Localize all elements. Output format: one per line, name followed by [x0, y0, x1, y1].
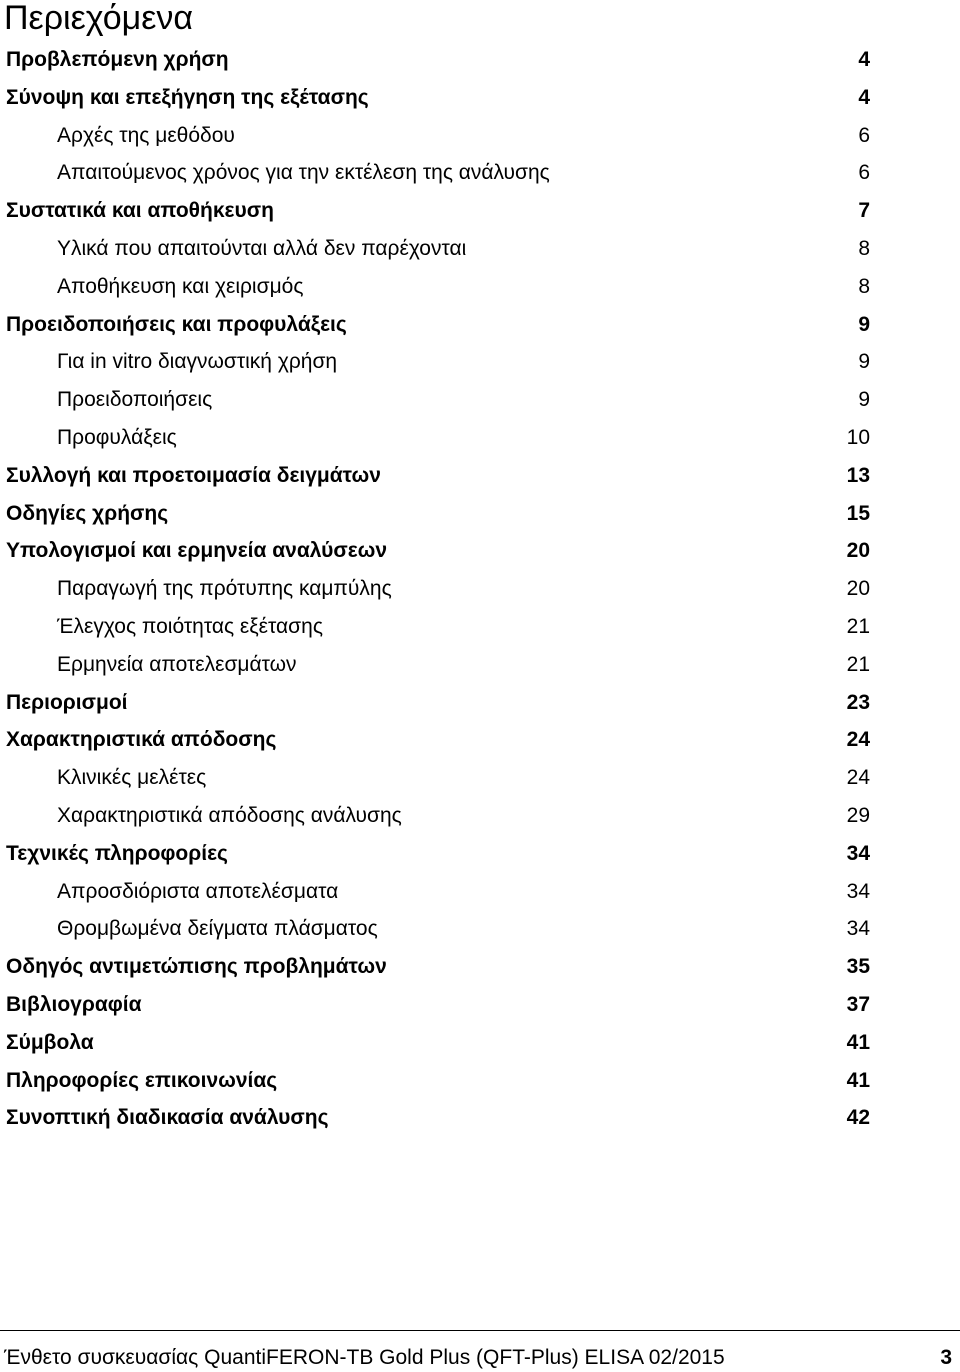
toc-entry-page-number: 29: [846, 803, 870, 827]
toc-entry[interactable]: [0, 532, 960, 570]
toc-entry[interactable]: [0, 79, 960, 117]
toc-entry-page-number: 34: [846, 917, 870, 941]
toc-entry-label: Υλικά που απαιτούνται αλλά δεν παρέχονται: [57, 236, 467, 260]
toc-entry-page-number: 23: [846, 690, 870, 714]
toc-entry-page-number: 34: [846, 879, 870, 903]
toc-entry-page-number: 20: [846, 539, 870, 563]
toc-entry[interactable]: [0, 343, 960, 381]
toc-entry-label: Θρομβωμένα δείγματα πλάσματος: [57, 917, 378, 941]
toc-entry[interactable]: [0, 873, 960, 911]
toc-entry-page-number: 9: [858, 312, 870, 336]
toc-entry-page-number: 6: [858, 123, 870, 147]
toc-entry[interactable]: [0, 1099, 960, 1137]
toc-entry[interactable]: [0, 1024, 960, 1062]
toc-entry-label: Αρχές της μεθόδου: [57, 123, 235, 147]
toc-entry[interactable]: [0, 684, 960, 722]
toc-entry-page-number: 13: [846, 463, 870, 487]
toc-entry-page-number: 8: [858, 236, 870, 260]
toc-entry-page-number: 9: [858, 350, 870, 374]
toc-entry-label: Τεχνικές πληροφορίες: [6, 841, 228, 865]
toc-entry-page-number: 6: [858, 161, 870, 185]
toc-entry-label: Προειδοποιήσεις: [57, 388, 213, 412]
toc-entry-label: Απροσδιόριστα αποτελέσματα: [57, 879, 339, 903]
footer-page-number: 3: [940, 1346, 952, 1369]
toc-entry[interactable]: [0, 570, 960, 608]
toc-entry-label: Κλινικές μελέτες: [57, 766, 207, 790]
toc-entry[interactable]: [0, 948, 960, 986]
toc-entry[interactable]: [0, 910, 960, 948]
toc-entry[interactable]: [0, 41, 960, 79]
toc-entry[interactable]: [0, 192, 960, 230]
toc-entry-page-number: 4: [858, 85, 870, 109]
toc-entry[interactable]: [0, 835, 960, 873]
toc-entry-label: Για in vitro διαγνωστική χρήση: [57, 350, 338, 374]
toc-entry-page-number: 10: [846, 425, 870, 449]
toc-entry-label: Χαρακτηριστικά απόδοσης: [6, 728, 277, 752]
toc-entry[interactable]: [0, 608, 960, 646]
toc-entry-page-number: 41: [846, 1030, 870, 1054]
toc-entry-label: Συλλογή και προετοιμασία δειγμάτων: [6, 463, 381, 487]
toc-entry-page-number: 35: [846, 955, 870, 979]
toc-entry[interactable]: [0, 721, 960, 759]
toc-entry[interactable]: [0, 495, 960, 533]
toc-entry-page-number: 34: [846, 841, 870, 865]
toc-entry-page-number: 7: [858, 199, 870, 223]
toc-entry[interactable]: [0, 154, 960, 192]
toc-entry-label: Βιβλιογραφία: [6, 992, 142, 1016]
toc-entry[interactable]: [0, 759, 960, 797]
toc-entry-label: Έλεγχος ποιότητας εξέτασης: [57, 614, 323, 638]
toc-entry-page-number: 24: [846, 728, 870, 752]
toc-entry-label: Προφυλάξεις: [57, 425, 177, 449]
toc-entry-label: Περιορισμοί: [6, 690, 128, 714]
toc-entry-label: Σύνοψη και επεξήγηση της εξέτασης: [6, 85, 369, 109]
table-of-contents: [0, 41, 960, 1137]
toc-entry[interactable]: [0, 381, 960, 419]
toc-entry-page-number: 37: [846, 992, 870, 1016]
toc-entry-page-number: 20: [846, 577, 870, 601]
toc-entry-label: Οδηγός αντιμετώπισης προβλημάτων: [6, 955, 387, 979]
page-title: Περιεχόμενα: [4, 0, 194, 37]
toc-entry[interactable]: [0, 797, 960, 835]
footer-document-title: Ένθετο συσκευασίας QuantiFERON-TB Gold Plus (QFT-Plus) ELISA 02/2015: [4, 1346, 725, 1369]
toc-entry-page-number: 9: [858, 388, 870, 412]
toc-entry-label: Παραγωγή της πρότυπης καμπύλης: [57, 577, 392, 601]
toc-entry[interactable]: [0, 986, 960, 1024]
toc-entry-label: Συνοπτική διαδικασία ανάλυσης: [6, 1106, 329, 1130]
toc-entry-label: Προβλεπόμενη χρήση: [6, 48, 229, 71]
toc-entry[interactable]: [0, 117, 960, 155]
toc-entry-page-number: 8: [858, 274, 870, 298]
toc-entry-page-number: 24: [846, 766, 870, 790]
footer-divider: [0, 1330, 960, 1331]
toc-entry[interactable]: [0, 646, 960, 684]
toc-entry-label: Απαιτούμενος χρόνος για την εκτέλεση της ανάλυσης: [57, 161, 550, 185]
toc-entry-label: Χαρακτηριστικά απόδοσης ανάλυσης: [57, 803, 402, 827]
toc-entry-page-number: 42: [846, 1106, 870, 1130]
toc-entry[interactable]: [0, 268, 960, 306]
toc-entry-label: Αποθήκευση και χειρισμός: [57, 274, 304, 298]
toc-entry-label: Προειδοποιήσεις και προφυλάξεις: [6, 312, 347, 336]
toc-entry[interactable]: [0, 419, 960, 457]
toc-entry-label: Συστατικά και αποθήκευση: [6, 199, 274, 223]
toc-entry[interactable]: [0, 1062, 960, 1100]
toc-entry[interactable]: [0, 306, 960, 344]
toc-entry-label: Πληροφορίες επικοινωνίας: [6, 1068, 278, 1092]
toc-entry-page-number: 41: [846, 1068, 870, 1092]
toc-entry-label: Υπολογισμοί και ερμηνεία αναλύσεων: [6, 539, 388, 563]
toc-entry-page-number: 4: [858, 48, 870, 71]
toc-entry[interactable]: [0, 230, 960, 268]
toc-entry-label: Ερμηνεία αποτελεσμάτων: [57, 652, 297, 676]
toc-entry-label: Σύμβολα: [6, 1030, 94, 1054]
toc-entry-page-number: 15: [846, 501, 870, 525]
toc-entry-page-number: 21: [846, 614, 870, 638]
toc-entry-label: Οδηγίες χρήσης: [6, 501, 169, 525]
toc-entry-page-number: 21: [846, 652, 870, 676]
toc-entry[interactable]: [0, 457, 960, 495]
